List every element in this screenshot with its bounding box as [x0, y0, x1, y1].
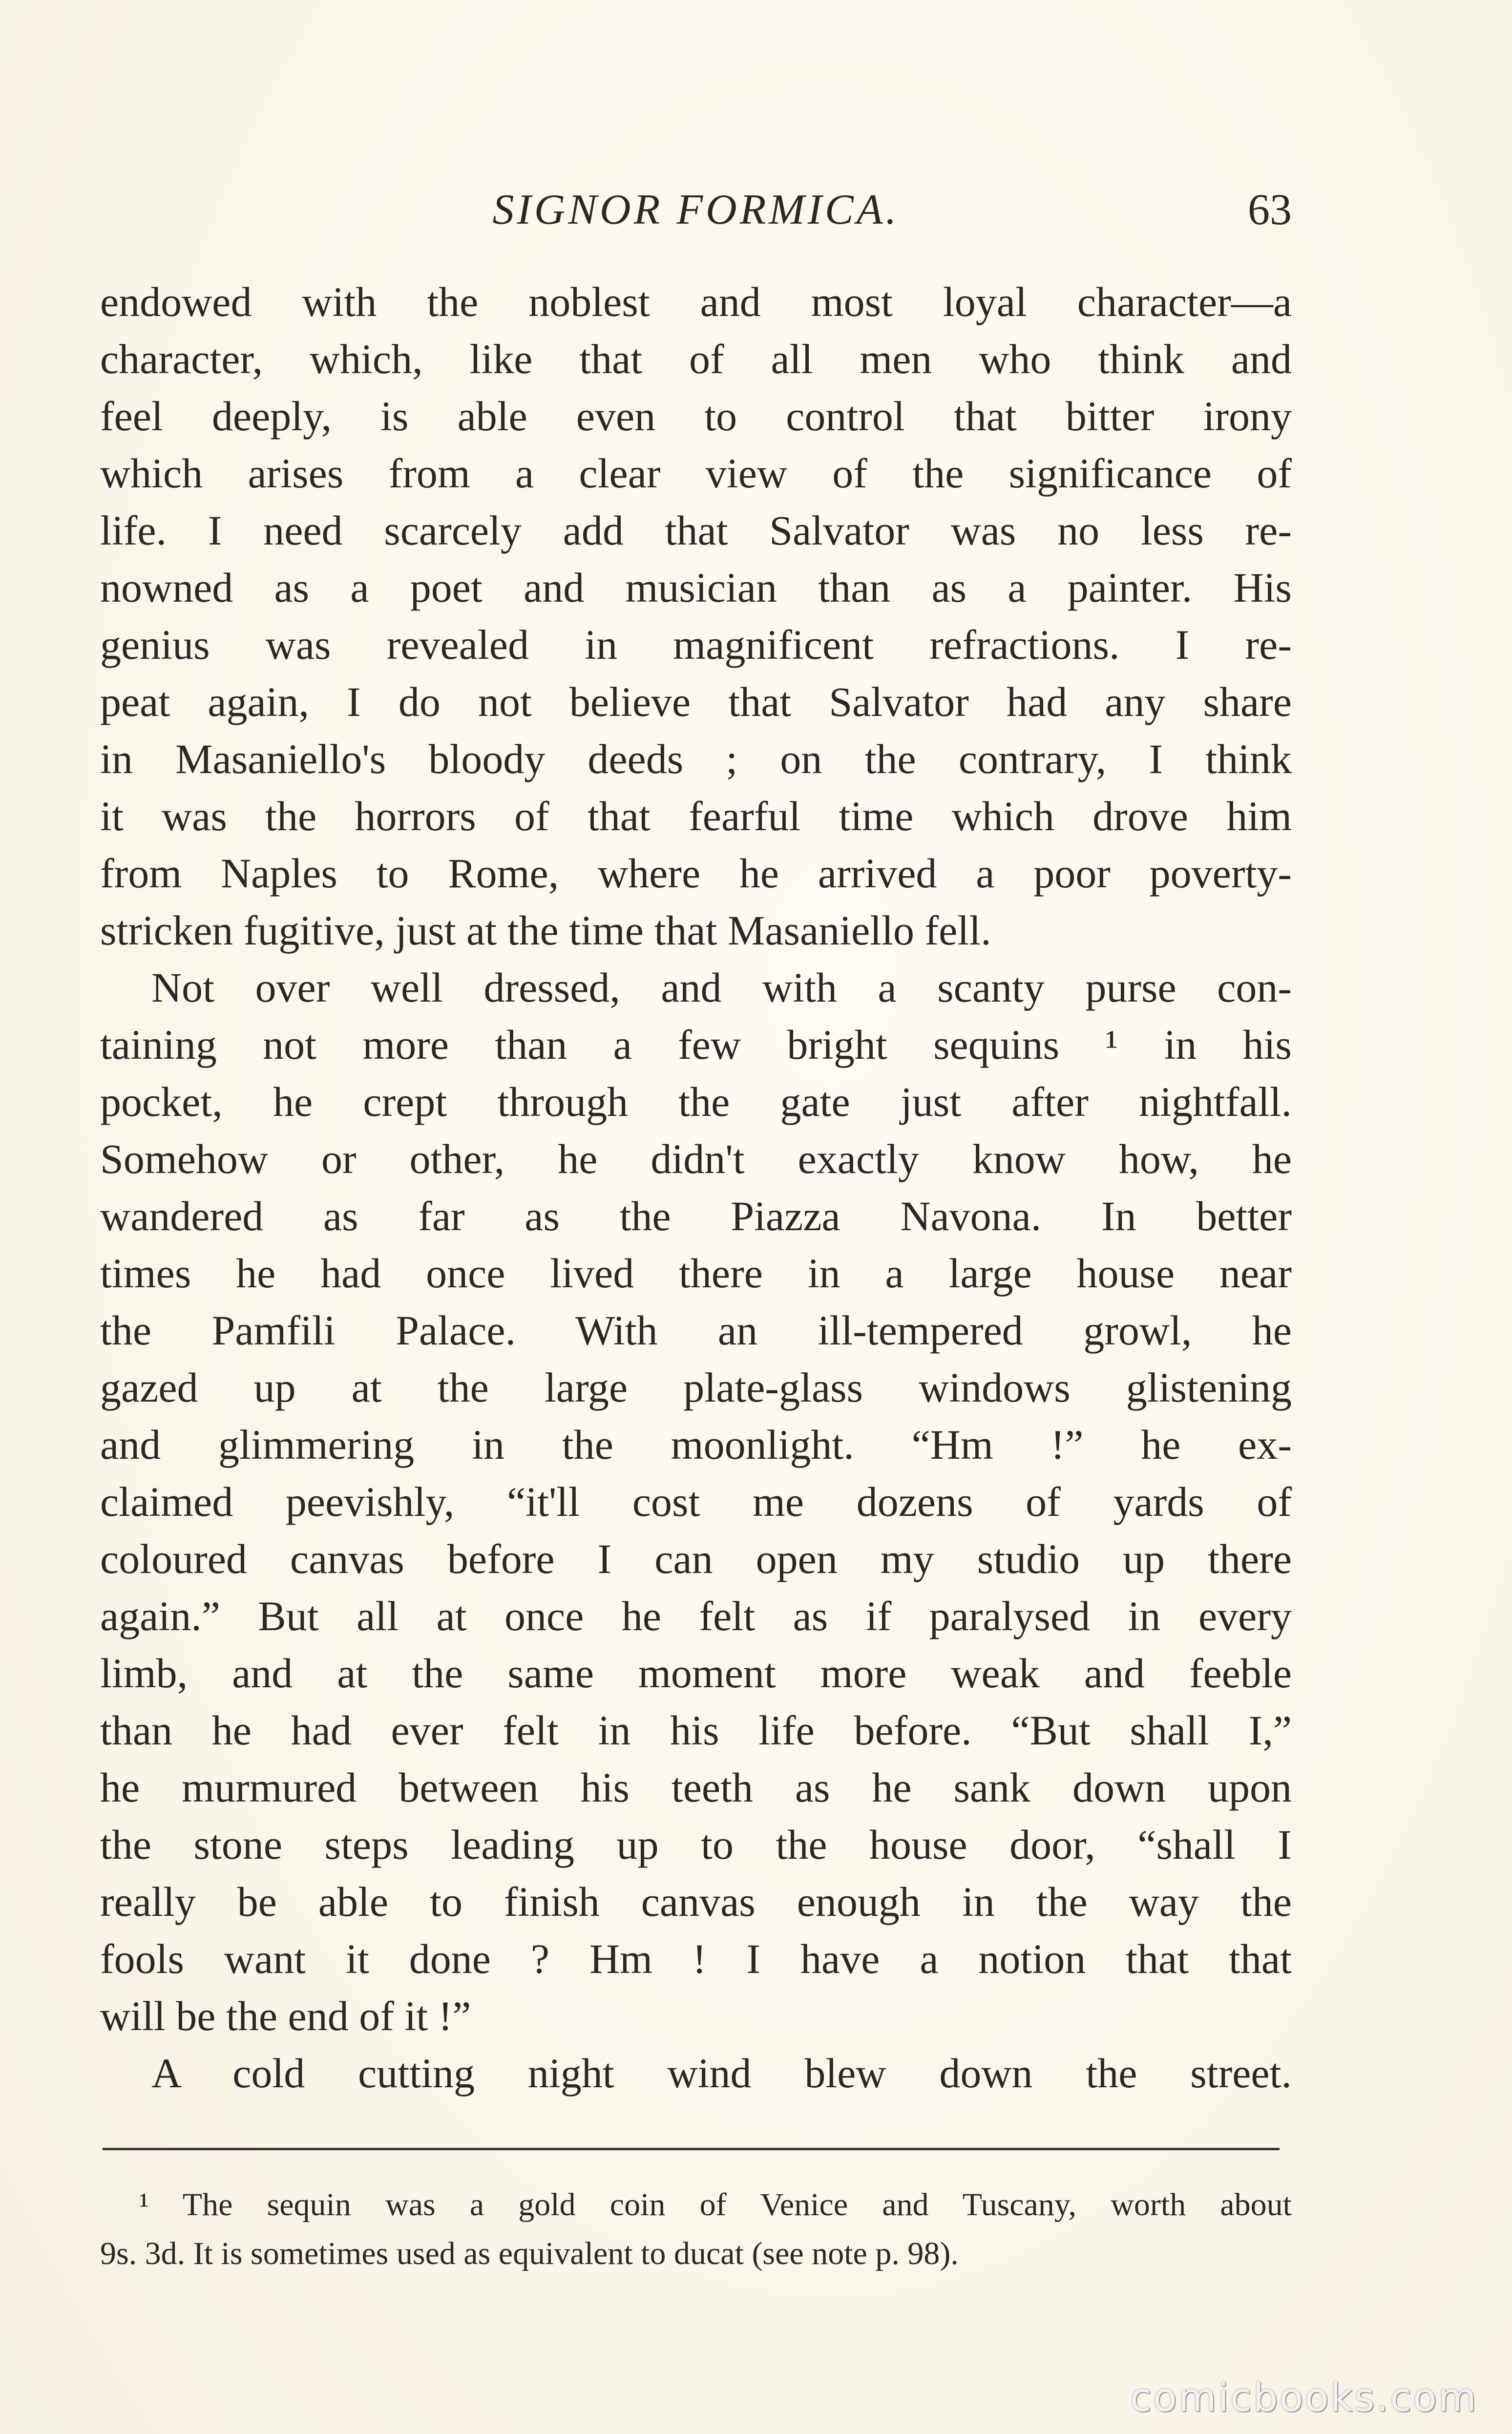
text-line: stricken fugitive, just at the time that Masaniello fell. — [100, 907, 991, 954]
text-line: A cold cutting night wind blew down the street. — [151, 2050, 1292, 2097]
text-line: gazed up at the large plate-glass windows glistening — [100, 1364, 1292, 1411]
text-line: peat again, I do not believe that Salvator had any share — [100, 678, 1292, 725]
footnote-line: 9s. 3d. It is sometimes used as equivalent to ducat (see note p. 98). — [100, 2236, 959, 2271]
text-line: times he had once lived there in a large house near — [100, 1250, 1292, 1297]
text-line: character, which, like that of all men who think and — [100, 336, 1292, 382]
text-line: life. I need scarcely add that Salvator was no less re- — [100, 507, 1292, 554]
text-line: genius was revealed in magnificent refractions. I re- — [100, 621, 1292, 668]
text-line: really be able to finish canvas enough in the way the — [100, 1878, 1292, 1925]
text-line: wandered as far as the Piazza Navona. In better — [100, 1193, 1292, 1239]
text-line: he murmured between his teeth as he sank down upon — [100, 1764, 1292, 1811]
text-line: nowned as a poet and musician than as a painter. His — [100, 564, 1292, 611]
running-head — [100, 181, 1292, 239]
footnote-line: ¹ The sequin was a gold coin of Venice and Tuscany, worth about — [139, 2187, 1292, 2223]
text-line: the Pamfili Palace. With an ill-tempered growl, he — [100, 1307, 1292, 1354]
text-line: than he had ever felt in his life before. “But shall I,” — [100, 1707, 1292, 1754]
text-line: limb, and at the same moment more weak and feeble — [100, 1650, 1292, 1697]
text-line: the stone steps leading up to the house door, “shall I — [100, 1821, 1292, 1868]
text-line: endowed with the noblest and most loyal character—a — [100, 278, 1292, 325]
watermark: comicbooks.com — [1130, 2375, 1478, 2420]
text-line: again.” But all at once he felt as if paralysed in every — [100, 1593, 1292, 1639]
text-line: from Naples to Rome, where he arrived a poor poverty- — [100, 850, 1292, 897]
text-line: in Masaniello's bloody deeds ; on the contrary, I think — [100, 735, 1292, 782]
text-line: and glimmering in the moonlight. “Hm !” he ex- — [100, 1421, 1292, 1468]
text-line: Not over well dressed, and with a scanty purse con- — [151, 964, 1292, 1011]
text-line: claimed peevishly, “it'll cost me dozens of yards of — [100, 1478, 1292, 1525]
running-title: SIGNOR FORMICA. — [492, 186, 900, 233]
text-line: which arises from a clear view of the significance of — [100, 450, 1292, 497]
body-text — [100, 273, 1292, 2102]
footnote-divider — [103, 2148, 1280, 2150]
page-number: 63 — [1248, 186, 1292, 234]
footnotes — [100, 2181, 1292, 2278]
text-line: it was the horrors of that fearful time which drove him — [100, 793, 1292, 839]
text-line: taining not more than a few bright sequins ¹ in his — [100, 1021, 1292, 1068]
text-line: fools want it done ? Hm ! I have a notion that that — [100, 1935, 1292, 1982]
text-line: coloured canvas before I can open my studio up there — [100, 1535, 1292, 1582]
text-line: Somehow or other, he didn't exactly know how, he — [100, 1135, 1292, 1182]
text-line: will be the end of it !” — [100, 1993, 471, 2039]
text-line: feel deeply, is able even to control that bitter irony — [100, 393, 1292, 440]
text-line: pocket, he crept through the gate just after nightfall. — [100, 1078, 1292, 1125]
